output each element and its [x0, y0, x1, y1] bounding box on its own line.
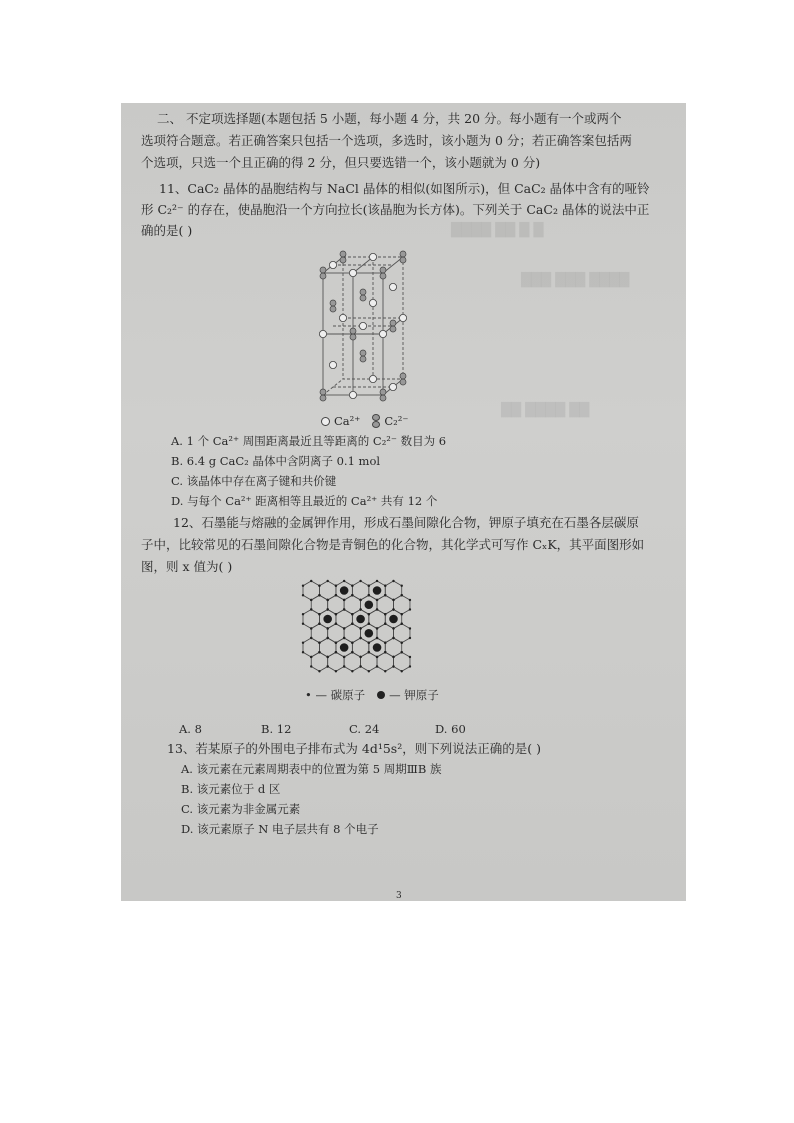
- carbon-hexagon: [393, 652, 409, 671]
- carbon-atom: [384, 651, 386, 653]
- carbon-atom: [318, 642, 320, 644]
- carbon-atom: [310, 637, 312, 639]
- potassium-atom: [365, 629, 374, 638]
- carbon-atom: [335, 642, 337, 644]
- carbon-atom: [302, 594, 304, 596]
- carbon-atom: [376, 665, 378, 667]
- q12-legend: [305, 687, 439, 703]
- carbon-atom: [326, 665, 328, 667]
- carbon-hexagon: [319, 638, 335, 657]
- potassium-atom: [389, 615, 398, 624]
- q11-option-d: D. 与每个 Ca²⁺ 距离相等且最近的 Ca²⁺ 共有 12 个: [171, 494, 438, 508]
- q13-option-b: B. 该元素位于 d 区: [181, 782, 281, 796]
- carbon-hexagon: [393, 595, 409, 614]
- carbon-atom: [343, 665, 345, 667]
- q11-option-a: A. 1 个 Ca²⁺ 周围距离最近且等距离的 C₂²⁻ 数目为 6: [171, 434, 447, 448]
- carbon-atom: [392, 580, 394, 582]
- carbon-atom: [359, 627, 361, 629]
- carbon-atom: [335, 594, 337, 596]
- legend-carbon-label: • — 碳原子: [305, 688, 366, 702]
- carbon-atom: [318, 594, 320, 596]
- ca-ion-icon: [321, 417, 330, 426]
- carbon-atom: [302, 623, 304, 625]
- carbon-atom: [310, 627, 312, 629]
- section-instruction: 选项符合题意。若正确答案只包括一个选项，多选时，该小题为 0 分；若正确答案包括两: [141, 133, 632, 148]
- section-heading: 二、 不定项选择题(本题包括 5 小题，每小题 4 分，共 20 分。每小题有一个或两个: [157, 111, 622, 126]
- carbon-hexagon: [303, 610, 319, 629]
- carbon-hexagon: [311, 652, 327, 671]
- carbon-atom: [351, 585, 353, 587]
- carbon-atom: [392, 637, 394, 639]
- q13-stem: 13、若某原子的外围电子排布式为 4d¹5s²，则下列说法正确的是( ): [167, 741, 541, 756]
- carbon-atom: [302, 585, 304, 587]
- carbon-atom: [359, 656, 361, 658]
- q11-stem: 形 C₂²⁻ 的存在，使晶胞沿一个方向拉长(该晶胞为长方体)。下列关于 CaC₂ 晶体的说法中正: [141, 202, 650, 217]
- legend-c2-label: C₂²⁻: [384, 414, 409, 428]
- carbon-atom: [343, 608, 345, 610]
- potassium-atom: [365, 600, 374, 609]
- q12-stem: 12、石墨能与熔融的金属钾作用，形成石墨间隙化合物，钾原子填充在石墨各层碳原: [173, 515, 639, 530]
- carbon-atom: [409, 608, 411, 610]
- carbon-atom: [401, 623, 403, 625]
- legend-potassium-label: — 钾原子: [389, 688, 439, 702]
- carbon-atom: [401, 613, 403, 615]
- legend-ca-label: Ca²⁺: [334, 414, 361, 428]
- carbon-atom: [392, 599, 394, 601]
- potassium-atom: [340, 586, 349, 595]
- carbon-atom: [368, 623, 370, 625]
- carbon-atom: [302, 613, 304, 615]
- carbon-atom: [326, 580, 328, 582]
- c2-dumbbell-icon: [372, 414, 380, 428]
- show-through-text: ██ ████ ██: [501, 403, 590, 418]
- carbon-atom: [384, 642, 386, 644]
- carbon-atom: [368, 585, 370, 587]
- carbon-atom: [359, 580, 361, 582]
- carbon-atom: [368, 642, 370, 644]
- section-instruction: 个选项，只选一个且正确的得 2 分，但只要选错一个，该小题就为 0 分): [141, 155, 541, 170]
- carbon-atom: [376, 656, 378, 658]
- carbon-hexagon: [385, 638, 401, 657]
- q11-stem: 11、CaC₂ 晶体的晶胞结构与 NaCl 晶体的相似(如图所示)，但 CaC₂ 晶体中含有的哑铃: [159, 181, 650, 196]
- carbon-atom: [310, 599, 312, 601]
- carbon-hexagon: [328, 624, 344, 643]
- carbon-atom: [310, 665, 312, 667]
- q12-stem: 子中，比较常见的石墨间隙化合物是青铜色的化合物，其化学式可写作 CₓK，其平面图形如: [141, 537, 645, 552]
- carbon-atom: [368, 613, 370, 615]
- carbon-atom: [335, 670, 337, 672]
- carbon-hexagon: [393, 624, 409, 643]
- carbon-hexagon: [303, 638, 319, 657]
- carbon-hexagon: [369, 610, 385, 629]
- carbon-hexagon: [328, 595, 344, 614]
- carbon-atom: [318, 613, 320, 615]
- carbon-atom: [302, 642, 304, 644]
- potassium-atom-icon: [377, 691, 385, 699]
- carbon-hexagon: [344, 652, 360, 671]
- q11-option-c: C. 该晶体中存在离子键和共价键: [171, 474, 337, 488]
- carbon-atom: [351, 642, 353, 644]
- carbon-atom: [351, 623, 353, 625]
- carbon-atom: [384, 585, 386, 587]
- potassium-atom: [356, 615, 365, 624]
- carbon-atom: [384, 594, 386, 596]
- carbon-hexagon: [344, 595, 360, 614]
- carbon-hexagon: [328, 652, 344, 671]
- carbon-atom: [326, 599, 328, 601]
- carbon-atom: [359, 599, 361, 601]
- carbon-atom: [359, 637, 361, 639]
- carbon-atom: [409, 627, 411, 629]
- carbon-atom: [310, 580, 312, 582]
- carbon-atom: [359, 608, 361, 610]
- carbon-atom: [376, 637, 378, 639]
- carbon-atom: [326, 608, 328, 610]
- carbon-atom: [326, 637, 328, 639]
- carbon-atom: [401, 642, 403, 644]
- carbon-atom: [384, 670, 386, 672]
- carbon-atom: [351, 670, 353, 672]
- carbon-atom: [401, 585, 403, 587]
- q13-option-d: D. 该元素原子 N 电子层共有 8 个电子: [181, 822, 379, 836]
- carbon-atom: [302, 651, 304, 653]
- carbon-hexagon: [377, 595, 393, 614]
- q12-stem: 图，则 x 值为( ): [141, 559, 233, 574]
- q11-option-b: B. 6.4 g CaC₂ 晶体中含阴离子 0.1 mol: [171, 454, 381, 468]
- carbon-atom: [401, 594, 403, 596]
- carbon-atom: [409, 656, 411, 658]
- carbon-hexagon: [352, 581, 368, 600]
- carbon-hexagon: [377, 624, 393, 643]
- carbon-atom: [318, 670, 320, 672]
- carbon-atom: [318, 651, 320, 653]
- carbon-atom: [409, 665, 411, 667]
- carbon-atom: [401, 670, 403, 672]
- carbon-atom: [368, 651, 370, 653]
- carbon-hexagon: [344, 624, 360, 643]
- carbon-atom: [376, 580, 378, 582]
- carbon-hexagon: [385, 581, 401, 600]
- carbon-atom: [392, 665, 394, 667]
- carbon-hexagon: [377, 652, 393, 671]
- carbon-atom: [343, 627, 345, 629]
- carbon-atom: [310, 656, 312, 658]
- carbon-atom: [392, 627, 394, 629]
- carbon-atom: [343, 637, 345, 639]
- q13-option-a: A. 该元素在元素周期表中的位置为第 5 周期ⅢB 族: [181, 762, 442, 776]
- carbon-atom: [335, 613, 337, 615]
- q12-option-d: D. 60: [435, 722, 466, 736]
- cac2-unit-cell-diagram: [311, 245, 421, 425]
- q12-option-c: C. 24: [349, 722, 380, 736]
- graphite-potassium-lattice-diagram: [299, 577, 419, 681]
- carbon-hexagon: [311, 624, 327, 643]
- carbon-atom: [351, 594, 353, 596]
- carbon-atom: [335, 585, 337, 587]
- carbon-atom: [318, 623, 320, 625]
- potassium-atom: [323, 615, 332, 624]
- carbon-hexagon: [352, 638, 368, 657]
- show-through-text: ████ ██ █ █: [451, 223, 544, 238]
- q11-legend: [321, 413, 408, 429]
- carbon-hexagon: [336, 610, 352, 629]
- show-through-text: ███ ███ ████: [521, 273, 630, 288]
- carbon-atom: [368, 594, 370, 596]
- carbon-atom: [326, 656, 328, 658]
- potassium-atom: [340, 643, 349, 652]
- carbon-atom: [392, 608, 394, 610]
- q12-option-a: A. 8: [179, 722, 202, 736]
- carbon-atom: [351, 651, 353, 653]
- exam-paper-photo: [121, 103, 686, 901]
- q13-option-c: C. 该元素为非金属元素: [181, 802, 301, 816]
- q11-stem: 确的是( ): [141, 223, 193, 238]
- potassium-atom: [373, 643, 382, 652]
- carbon-atom: [409, 599, 411, 601]
- carbon-atom: [368, 670, 370, 672]
- carbon-hexagon: [311, 595, 327, 614]
- carbon-atom: [343, 599, 345, 601]
- carbon-atom: [335, 651, 337, 653]
- carbon-atom: [401, 651, 403, 653]
- carbon-atom: [359, 665, 361, 667]
- carbon-atom: [335, 623, 337, 625]
- carbon-atom: [392, 656, 394, 658]
- carbon-atom: [376, 599, 378, 601]
- carbon-hexagon: [319, 581, 335, 600]
- carbon-atom: [376, 627, 378, 629]
- carbon-atom: [318, 585, 320, 587]
- page-number: 3: [396, 891, 402, 901]
- carbon-atom: [343, 656, 345, 658]
- carbon-atom: [310, 608, 312, 610]
- carbon-atom: [384, 613, 386, 615]
- carbon-atom: [351, 613, 353, 615]
- carbon-atom: [326, 627, 328, 629]
- carbon-atom: [343, 580, 345, 582]
- carbon-atom: [384, 623, 386, 625]
- carbon-hexagon: [361, 652, 377, 671]
- carbon-atom: [376, 608, 378, 610]
- carbon-hexagon: [303, 581, 319, 600]
- q12-option-b: B. 12: [261, 722, 292, 736]
- carbon-atom: [409, 637, 411, 639]
- potassium-atom: [373, 586, 382, 595]
